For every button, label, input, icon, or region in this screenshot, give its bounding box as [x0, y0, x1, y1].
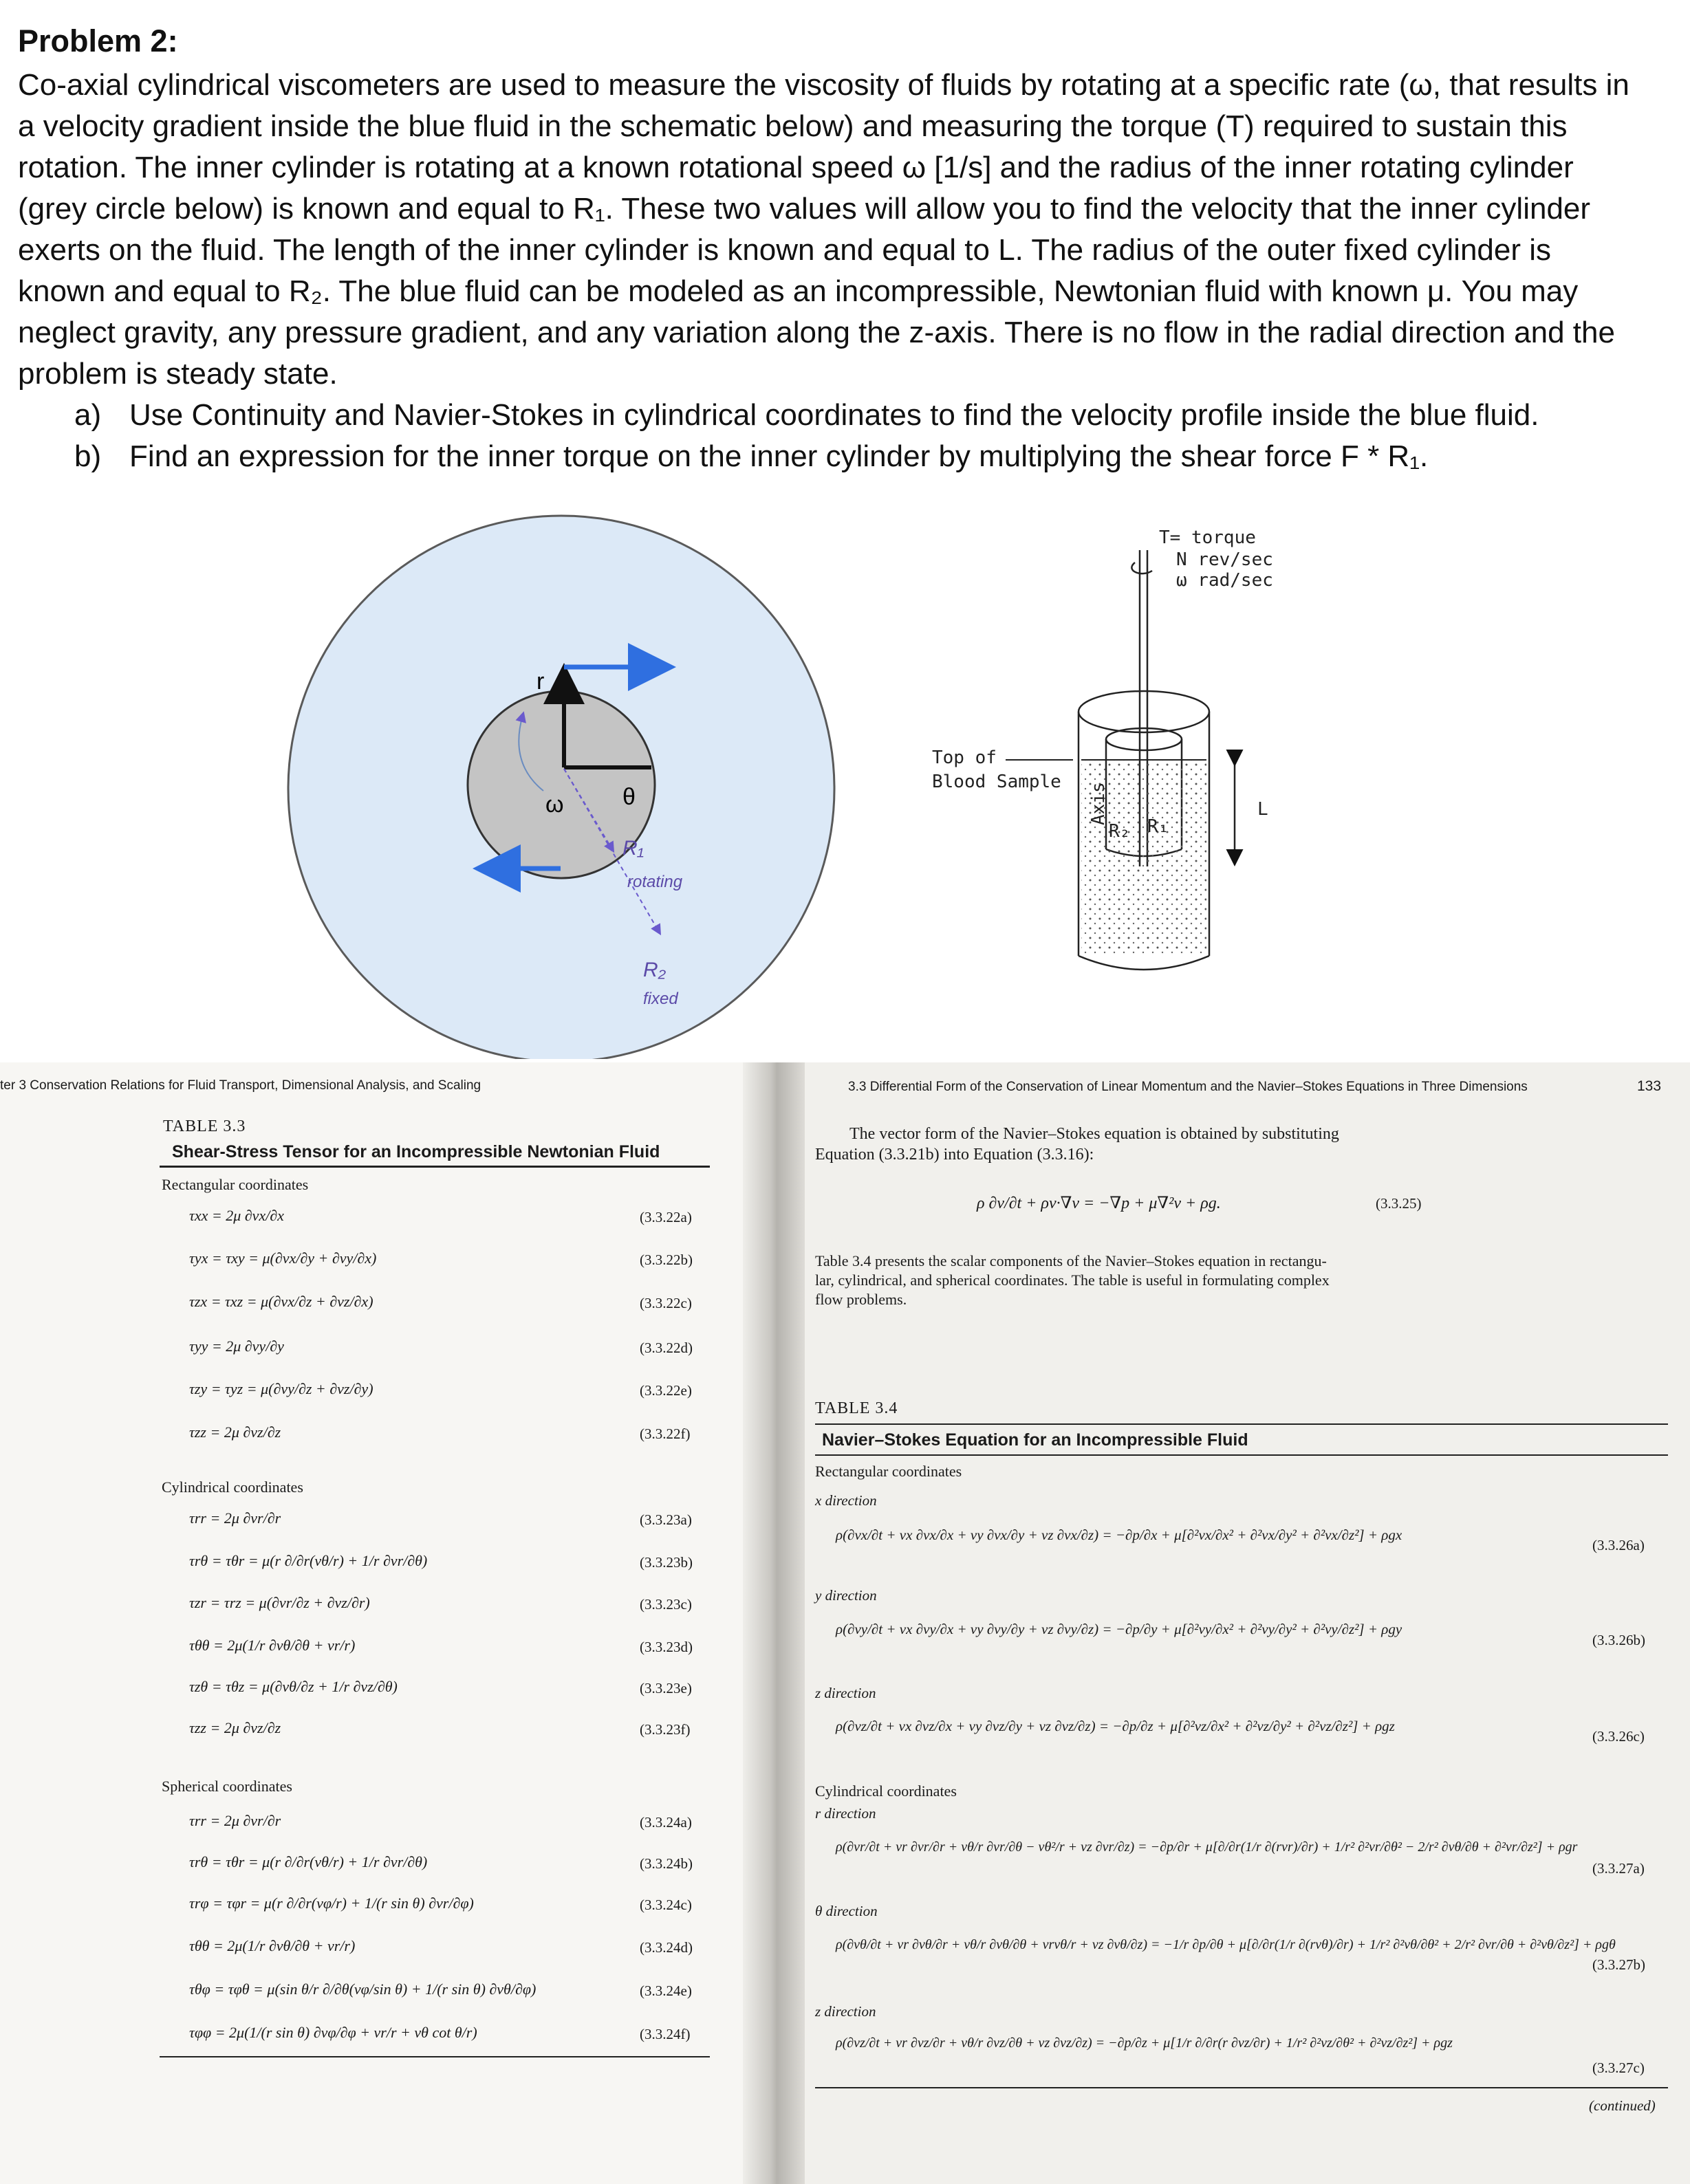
eq-number: (3.3.26a) — [1592, 1537, 1645, 1553]
stress-eq: τzz = 2μ ∂vz/∂z — [189, 1423, 281, 1441]
stress-eq: τrφ = τφr = μ(r ∂/∂r(vφ/r) + 1/(r sin θ) ∂vr/∂φ) — [189, 1894, 474, 1912]
direction-label: r direction — [815, 1805, 876, 1822]
table-3-4-title: TABLE 3.4 — [815, 1399, 898, 1417]
length-label: L — [1257, 799, 1268, 820]
stress-eq: τφφ = 2μ(1/(r sin θ) ∂vφ/∂φ + vr/r + vθ cot θ/r) — [189, 2024, 477, 2041]
cyl-section-label: Cylindrical coordinates — [162, 1478, 303, 1496]
direction-label: z direction — [815, 1685, 876, 1701]
stress-eq: τrθ = τθr = μ(r ∂/∂r(vθ/r) + 1/r ∂vr/∂θ) — [189, 1853, 428, 1870]
direction-label: θ direction — [815, 1903, 878, 1919]
direction-label: y direction — [815, 1587, 877, 1604]
figures — [0, 502, 1690, 1059]
para-line: Table 3.4 presents the scalar components of the Navier–Stokes equation in rectangu- — [815, 1252, 1327, 1269]
r-label: r — [537, 668, 545, 695]
table-3-3-rule — [160, 1166, 710, 1168]
stress-eq: τzz = 2μ ∂vz/∂z — [189, 1719, 281, 1736]
page-number: 133 — [1637, 1078, 1662, 1094]
r2-label: R₂ — [643, 959, 667, 981]
continued-label: (continued) — [1589, 2097, 1656, 2114]
intro-line: known and equal to R₂. The blue fluid can be modeled as an incompressible, Newtonian fluid with known μ. You may — [18, 274, 1579, 308]
intro-line: problem is steady state. — [18, 357, 338, 391]
ns-equation: ρ(∂vz/∂t + vr ∂vz/∂r + vθ/r ∂vz/∂θ + vz ∂vz/∂z) = −∂p/∂z + μ[1/r ∂/∂r(r ∂vz/∂r) + 1/r² ∂²vz/∂θ² + ∂²vz/∂z²] + ρgz — [836, 2035, 1453, 2051]
eq-number: (3.3.27c) — [1592, 2060, 1645, 2076]
stress-eq: τzx = τxz = μ(∂vx/∂z + ∂vz/∂x) — [189, 1293, 373, 1310]
stress-eq: τθθ = 2μ(1/r ∂vθ/∂θ + vr/r) — [189, 1937, 356, 1954]
eq-number: (3.3.23e) — [640, 1680, 692, 1696]
ns-equation: ρ(∂vy/∂t + vx ∂vy/∂x + vy ∂vy/∂y + vz ∂vy/∂z) = −∂p/∂y + μ[∂²vy/∂x² + ∂²vy/∂y² + ∂²vy/∂z²] + ρgy — [836, 1621, 1402, 1637]
part-b — [74, 436, 1676, 477]
stress-eq: τrr = 2μ ∂vr/∂r — [189, 1509, 281, 1527]
stress-eq: τyx = τxy = μ(∂vx/∂y + ∂vy/∂x) — [189, 1249, 377, 1267]
problem-statement — [18, 21, 1676, 477]
eq-number: (3.3.26b) — [1592, 1632, 1645, 1648]
r1-note: rotating — [627, 873, 683, 891]
eq-number: (3.3.22f) — [640, 1426, 691, 1442]
intro-line: (grey circle below) is known and equal to R₁. These two values will allow you to find the velocity that the inner cylinder — [18, 192, 1591, 226]
eq-number: (3.3.24e) — [640, 1983, 692, 1999]
eq-number: (3.3.23d) — [640, 1639, 693, 1655]
eq-number: (3.3.24f) — [640, 2026, 691, 2042]
table-3-4-rule — [815, 1454, 1668, 1456]
sph-section-label: Spherical coordinates — [162, 1778, 292, 1795]
left-page — [0, 1062, 763, 2184]
eq-number: (3.3.22c) — [640, 1295, 692, 1311]
r1-label: R₁ — [622, 837, 644, 860]
intro-line: exerts on the fluid. The length of the inner cylinder is known and equal to L. The radius of the outer fixed cylinder is — [18, 233, 1552, 267]
eq-number: (3.3.25) — [1376, 1195, 1422, 1212]
part-text: Use Continuity and Navier-Stokes in cylindrical coordinates to find the velocity profile inside the blue fluid. — [129, 398, 1539, 432]
para-line: flow problems. — [815, 1291, 907, 1308]
top-of-label: Top of — [932, 747, 997, 768]
right-running-header: 3.3 Differential Form of the Conservation of Linear Momentum and the Navier–Stokes Equations in Three Dimensions — [848, 1080, 1528, 1094]
stress-eq: τzθ = τθz = μ(∂vθ/∂z + 1/r ∂vz/∂θ) — [189, 1678, 398, 1695]
stress-eq: τθθ = 2μ(1/r ∂vθ/∂θ + vr/r) — [189, 1637, 356, 1654]
eq-number: (3.3.27b) — [1592, 1956, 1645, 1973]
viscometer-sketch — [932, 527, 1273, 970]
eq-number: (3.3.23a) — [640, 1511, 692, 1528]
eq-number: (3.3.22b) — [640, 1252, 693, 1268]
eq-number: (3.3.23c) — [640, 1596, 692, 1613]
intro-line: a velocity gradient inside the blue fluid in the schematic below) and measuring the torque (T) required to sustain this — [18, 109, 1568, 143]
cup-bottom — [1079, 956, 1209, 970]
stress-eq: τyy = 2μ ∂vy/∂y — [189, 1337, 284, 1355]
problem-heading: Problem 2: — [18, 23, 178, 58]
eq-number: (3.3.23b) — [640, 1554, 693, 1571]
omega-label: ω — [545, 791, 564, 818]
cyl-section-label: Cylindrical coordinates — [815, 1782, 957, 1800]
para-line: lar, cylindrical, and spherical coordinates. The table is useful in formulating complex — [815, 1271, 1330, 1289]
book-gutter — [743, 1062, 805, 2184]
eq-number: (3.3.24b) — [640, 1855, 693, 1872]
eq-number: (3.3.24a) — [640, 1814, 692, 1831]
rotation-arrow — [1131, 563, 1152, 574]
ns-equation: ρ(∂vz/∂t + vx ∂vz/∂x + vy ∂vz/∂y + vz ∂vz/∂z) = −∂p/∂z + μ[∂²vz/∂x² + ∂²vz/∂y² + ∂²vz/∂z²] + ρgz — [836, 1718, 1395, 1734]
part-label: b) — [74, 439, 102, 473]
ns-equation: ρ(∂vx/∂t + vx ∂vx/∂x + vy ∂vx/∂y + vz ∂vx/∂z) = −∂p/∂x + μ[∂²vx/∂x² + ∂²vx/∂y² + ∂²vx/∂z²] + ρgx — [836, 1527, 1402, 1543]
eq-3-3-25: ρ ∂v/∂t + ρv·∇v = −∇p + μ∇²v + ρg. — [977, 1194, 1221, 1212]
eq-number: (3.3.27a) — [1592, 1860, 1645, 1877]
eq-number: (3.3.22d) — [640, 1340, 693, 1356]
intro-line: neglect gravity, any pressure gradient, and any variation along the z-axis. There is no flow in the radial direction and the — [18, 316, 1615, 349]
stress-eq: τθφ = τφθ = μ(sin θ/r ∂/∂θ(vφ/sin θ) + 1/(r sin θ) ∂vθ/∂φ) — [189, 1980, 537, 1998]
eq-number: (3.3.22a) — [640, 1209, 692, 1225]
ns-equation: ρ(∂vθ/∂t + vr ∂vθ/∂r + vθ/r ∂vθ/∂θ + vrvθ/r + vz ∂vθ/∂z) = −1/r ∂p/∂θ + μ[∂/∂r(1/r ∂(rvθ)/∂r) + 1/r² ∂²vθ/∂θ² + 2/r² ∂vr/∂θ + ∂²vθ/∂z²] + ρgθ — [836, 1937, 1616, 1952]
r2-note: fixed — [643, 990, 678, 1008]
intro-line: Equation (3.3.21b) into Equation (3.3.16): — [815, 1146, 1094, 1164]
table-3-4-top-rule — [815, 1423, 1668, 1425]
part-a — [74, 395, 1676, 436]
eq-number: (3.3.23f) — [640, 1721, 691, 1738]
textbook-scan — [0, 1062, 1690, 2184]
eq-number: (3.3.24c) — [640, 1897, 692, 1913]
direction-label: x direction — [815, 1492, 877, 1509]
eq-number: (3.3.26c) — [1592, 1728, 1645, 1745]
cross-section-schematic — [288, 516, 834, 1059]
stress-eq: τzr = τrz = μ(∂vr/∂z + ∂vz/∂r) — [189, 1594, 370, 1611]
stress-eq: τxx = 2μ ∂vx/∂x — [189, 1207, 284, 1224]
speed-label-omega: ω rad/sec — [1176, 570, 1273, 591]
cup-top-rim — [1079, 691, 1209, 732]
blood-sample-label: Blood Sample — [932, 772, 1061, 792]
torque-label: T= torque — [1159, 527, 1256, 548]
stress-eq: τrθ = τθr = μ(r ∂/∂r(vθ/r) + 1/r ∂vr/∂θ) — [189, 1552, 428, 1569]
stress-eq: τrr = 2μ ∂vr/∂r — [189, 1812, 281, 1829]
eq-number: (3.3.22e) — [640, 1382, 692, 1399]
rect-section-label: Rectangular coordinates — [815, 1463, 962, 1480]
left-running-header: ter 3 Conservation Relations for Fluid Transport, Dimensional Analysis, and Scaling — [0, 1078, 481, 1093]
eq-number: (3.3.24d) — [640, 1939, 693, 1956]
stress-eq: τzy = τyz = μ(∂vy/∂z + ∂vz/∂y) — [189, 1380, 373, 1397]
intro-line: The vector form of the Navier–Stokes equation is obtained by substituting — [849, 1125, 1339, 1143]
table-3-4-heading: Navier–Stokes Equation for an Incompressible Fluid — [822, 1430, 1248, 1450]
table-3-3-bottom-rule — [160, 2056, 710, 2057]
intro-line: rotation. The inner cylinder is rotating at a known rotational speed ω [1/s] and the radius of the inner rotating cylinder — [18, 151, 1574, 184]
table-3-3-heading: Shear-Stress Tensor for an Incompressible Newtonian Fluid — [172, 1142, 660, 1161]
axis-label: Axis — [1088, 782, 1109, 825]
r2-small-label: R₂ — [1109, 821, 1131, 842]
part-label: a) — [74, 398, 102, 432]
table-3-4-bottom-rule — [815, 2087, 1668, 2088]
intro-line: Co-axial cylindrical viscometers are used to measure the viscosity of fluids by rotating at a specific rate (ω, that results in — [18, 68, 1629, 102]
table-3-3-title: TABLE 3.3 — [163, 1117, 246, 1135]
r1-small-label: R₁ — [1147, 816, 1169, 837]
theta-label: θ — [622, 784, 636, 810]
speed-label-n: N rev/sec — [1176, 549, 1273, 570]
problem-parts — [18, 395, 1676, 477]
ns-equation: ρ(∂vr/∂t + vr ∂vr/∂r + vθ/r ∂vr/∂θ − vθ²/r + vz ∂vr/∂z) = −∂p/∂r + μ[∂/∂r(1/r ∂(rvr)/∂r) + 1/r² ∂²vr/∂θ² − 2/r² ∂vθ/∂θ + ∂²vr/∂z²] + ρgr — [836, 1839, 1578, 1855]
part-text: Find an expression for the inner torque on the inner cylinder by multiplying the shear force F * R₁. — [129, 439, 1429, 473]
rect-section-label: Rectangular coordinates — [162, 1176, 309, 1193]
direction-label: z direction — [815, 2003, 876, 2020]
